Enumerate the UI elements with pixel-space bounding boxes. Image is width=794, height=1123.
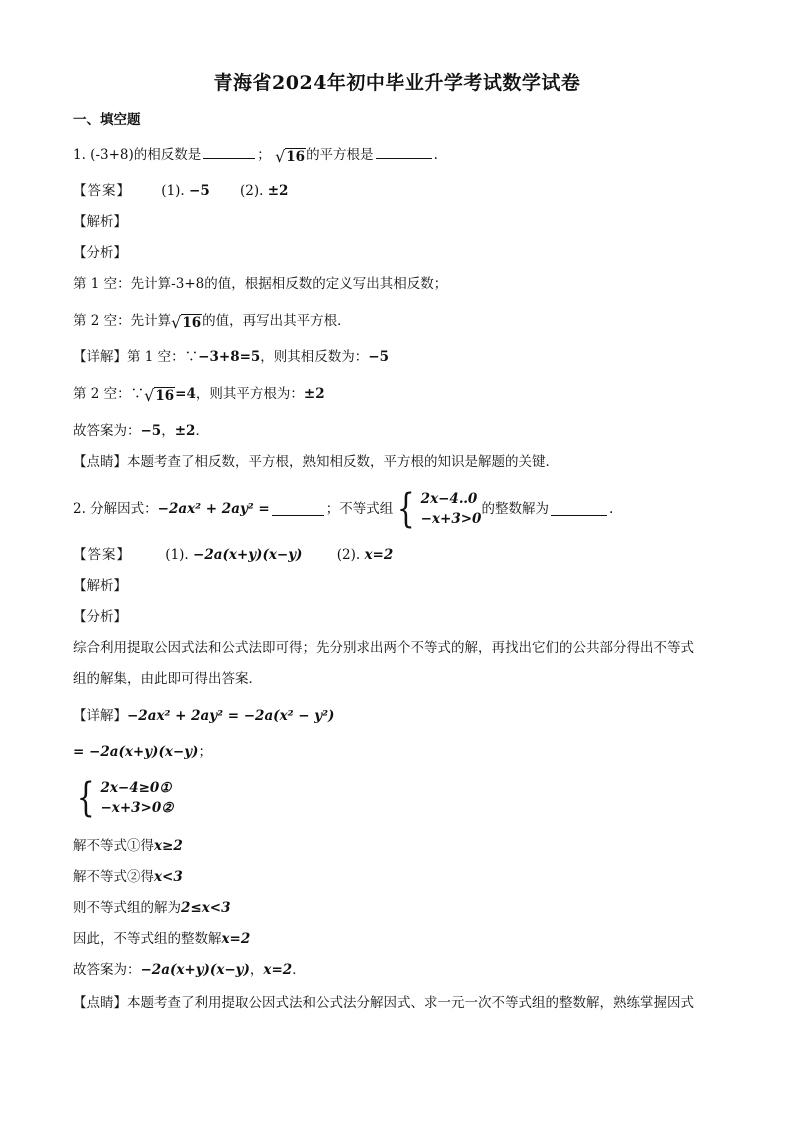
q2-jiexi-tag: 【解析】 — [73, 578, 127, 594]
q1-analysis-line-1: 第 1 空：先计算-3+8的值，根据相反数的定义写出其相反数； — [73, 276, 448, 292]
q1-detail-2-a: 第 2 空：∵ — [73, 386, 145, 402]
q2-stem-text-a: 2. 分解因式： — [73, 501, 158, 517]
sqrt-argument: 16 — [155, 388, 175, 404]
q2-final-answer — [73, 960, 306, 980]
q2-stem-expression: −2ax² + 2ay² = — [157, 501, 270, 517]
section-heading: 一、填空题 — [73, 112, 141, 128]
q2-solve-3-text: 则不等式组的解为 — [73, 900, 181, 916]
inequality-row-2: −x+3>0 — [420, 511, 482, 527]
q1-detail-1-expr: −3+8=5 — [198, 349, 261, 365]
q1-answer-line — [73, 181, 288, 201]
q2-solve-2-value: x<3 — [154, 869, 183, 885]
page-title: 青海省2024年初中毕业升学考试数学试卷 — [213, 72, 581, 94]
q1-final-sep: ， — [161, 423, 175, 439]
q1-final-value-1: −5 — [140, 423, 162, 439]
q1-stem-text-a: 1. (-3+8)的相反数是 — [73, 147, 202, 163]
q1-detail-1-a: 第 1 空：∵ — [127, 349, 199, 365]
q2-detail-system — [73, 776, 173, 820]
q1-dianjing — [73, 452, 559, 472]
q1-blank-1[interactable] — [203, 145, 255, 159]
inequality-system — [393, 486, 482, 532]
q2-detail-line-2 — [73, 742, 212, 762]
q1-answer-2: ±2 — [267, 183, 289, 199]
q2-final-end: ． — [292, 962, 306, 978]
q2-dianjing — [73, 993, 694, 1013]
detail-tag: 【详解】 — [73, 349, 127, 365]
q2-stem-text-c: 的整数解为 — [481, 501, 549, 517]
sqrt-16-expression — [144, 387, 175, 404]
q2-fenxi-tag: 【分析】 — [73, 609, 127, 625]
q2-answer-line — [73, 545, 393, 565]
q1-dianjing-text: 本题考查了相反数，平方根，熟知相反数，平方根的知识是解题的关键． — [127, 454, 559, 470]
q1-answer-index-1: (1). — [161, 183, 190, 199]
sqrt-16-expression — [275, 148, 306, 165]
q1-answer-1: −5 — [189, 183, 210, 199]
question-2-stem — [73, 487, 613, 531]
sqrt-argument: 16 — [286, 149, 306, 165]
q1-analysis-line-2 — [73, 311, 351, 331]
q2-stem-text-d: . — [608, 501, 614, 517]
q2-final-sep: ， — [249, 962, 264, 978]
q1-stem-text-c: 的平方根是 — [306, 147, 374, 163]
q2-final-value-2: x=2 — [263, 962, 293, 978]
q2-dianjing-text: 本题考查了利用提取公因式法和公式法分解因式、求一元一次不等式组的整数解，熟练掌握因式 — [127, 995, 694, 1011]
q1-detail-1-b: ，则其相反数为： — [260, 349, 369, 365]
q2-final-value-1: −2a(x+y)(x−y) — [140, 962, 250, 978]
inequality-system-numbered — [73, 775, 174, 821]
q2-blank-1[interactable] — [272, 502, 324, 516]
q2-solve-4-text: 因此，不等式组的整数解 — [73, 931, 222, 947]
q2-blank-2[interactable] — [551, 502, 607, 516]
q2-solve-4 — [73, 929, 250, 949]
q1-analysis-2-b: 的值，再写出其平方根． — [202, 313, 351, 329]
q1-detail-2-b: ，则其平方根为： — [195, 386, 304, 402]
q2-detail-2-expr: = −2a(x+y)(x−y) — [73, 744, 199, 760]
q2-solve-4-value: x=2 — [221, 931, 251, 947]
q1-detail-1-value: −5 — [368, 349, 390, 365]
q2-answer-index-1: (1). — [165, 547, 194, 563]
q2-solve-3 — [73, 898, 230, 918]
radical-icon: √ — [171, 313, 182, 332]
q2-solve-1-text: 解不等式①得 — [73, 838, 154, 854]
dianjing-tag: 【点睛】 — [73, 995, 127, 1011]
detail-tag: 【详解】 — [73, 708, 127, 724]
sqrt-argument: 16 — [182, 315, 202, 331]
q1-detail-line-2 — [73, 384, 325, 404]
question-1-stem — [73, 145, 438, 165]
q1-detail-2-value: ±2 — [303, 386, 325, 402]
q1-final-answer — [73, 421, 209, 441]
q2-answer-2: x=2 — [364, 547, 394, 563]
q2-solve-1-value: x≥2 — [154, 838, 183, 854]
q1-final-value-2: ±2 — [174, 423, 196, 439]
q2-analysis-line-2: 组的解集，由此即可得出答案． — [73, 671, 262, 687]
left-brace-icon: { — [76, 775, 95, 821]
q1-jiexi-tag: 【解析】 — [73, 214, 127, 230]
q2-solve-2-text: 解不等式②得 — [73, 869, 154, 885]
dianjing-tag: 【点睛】 — [73, 454, 127, 470]
q1-detail-2-expr: =4 — [175, 386, 196, 402]
q1-answer-index-2: (2). — [240, 183, 268, 199]
q2-solve-1 — [73, 836, 183, 856]
q2-detail-1-expr: −2ax² + 2ay² = −2a(x² − y²) — [127, 708, 335, 724]
sqrt-16-expression — [171, 314, 202, 331]
q1-final-end: ． — [195, 423, 209, 439]
q2-final-a: 故答案为： — [73, 962, 141, 978]
numbered-inequality-2: −x+3>0② — [100, 800, 174, 816]
q1-final-a: 故答案为： — [73, 423, 141, 439]
q1-stem-text-d: . — [433, 147, 438, 163]
q2-stem-text-b: ；不等式组 — [325, 501, 394, 517]
radical-icon: √ — [275, 147, 286, 166]
q2-answer-1: −2a(x+y)(x−y) — [193, 547, 303, 563]
numbered-inequality-1: 2x−4≥0① — [100, 780, 172, 796]
answer-tag: 【答案】 — [73, 183, 131, 199]
q2-analysis-line-1: 综合利用提取公因式法和公式法即可得；先分别求出两个不等式的解，再找出它们的公共部分得出不等式 — [73, 640, 694, 656]
q2-detail-line-1 — [73, 706, 334, 726]
q2-solve-2 — [73, 867, 183, 887]
radical-icon: √ — [144, 386, 155, 405]
q1-blank-2[interactable] — [376, 145, 432, 159]
left-brace-icon: { — [397, 486, 415, 532]
q2-answer-index-2: (2). — [336, 547, 365, 563]
inequality-row-1: 2x−4‥0 — [420, 491, 478, 507]
q2-solve-3-value: 2≤x<3 — [181, 900, 231, 916]
q1-detail-line-1 — [73, 347, 389, 367]
q1-fenxi-tag: 【分析】 — [73, 245, 127, 261]
q1-stem-text-b: ； — [257, 147, 271, 163]
q2-detail-2-end: ； — [198, 744, 212, 760]
answer-tag: 【答案】 — [73, 547, 131, 563]
q1-analysis-2-a: 第 2 空：先计算 — [73, 313, 172, 329]
